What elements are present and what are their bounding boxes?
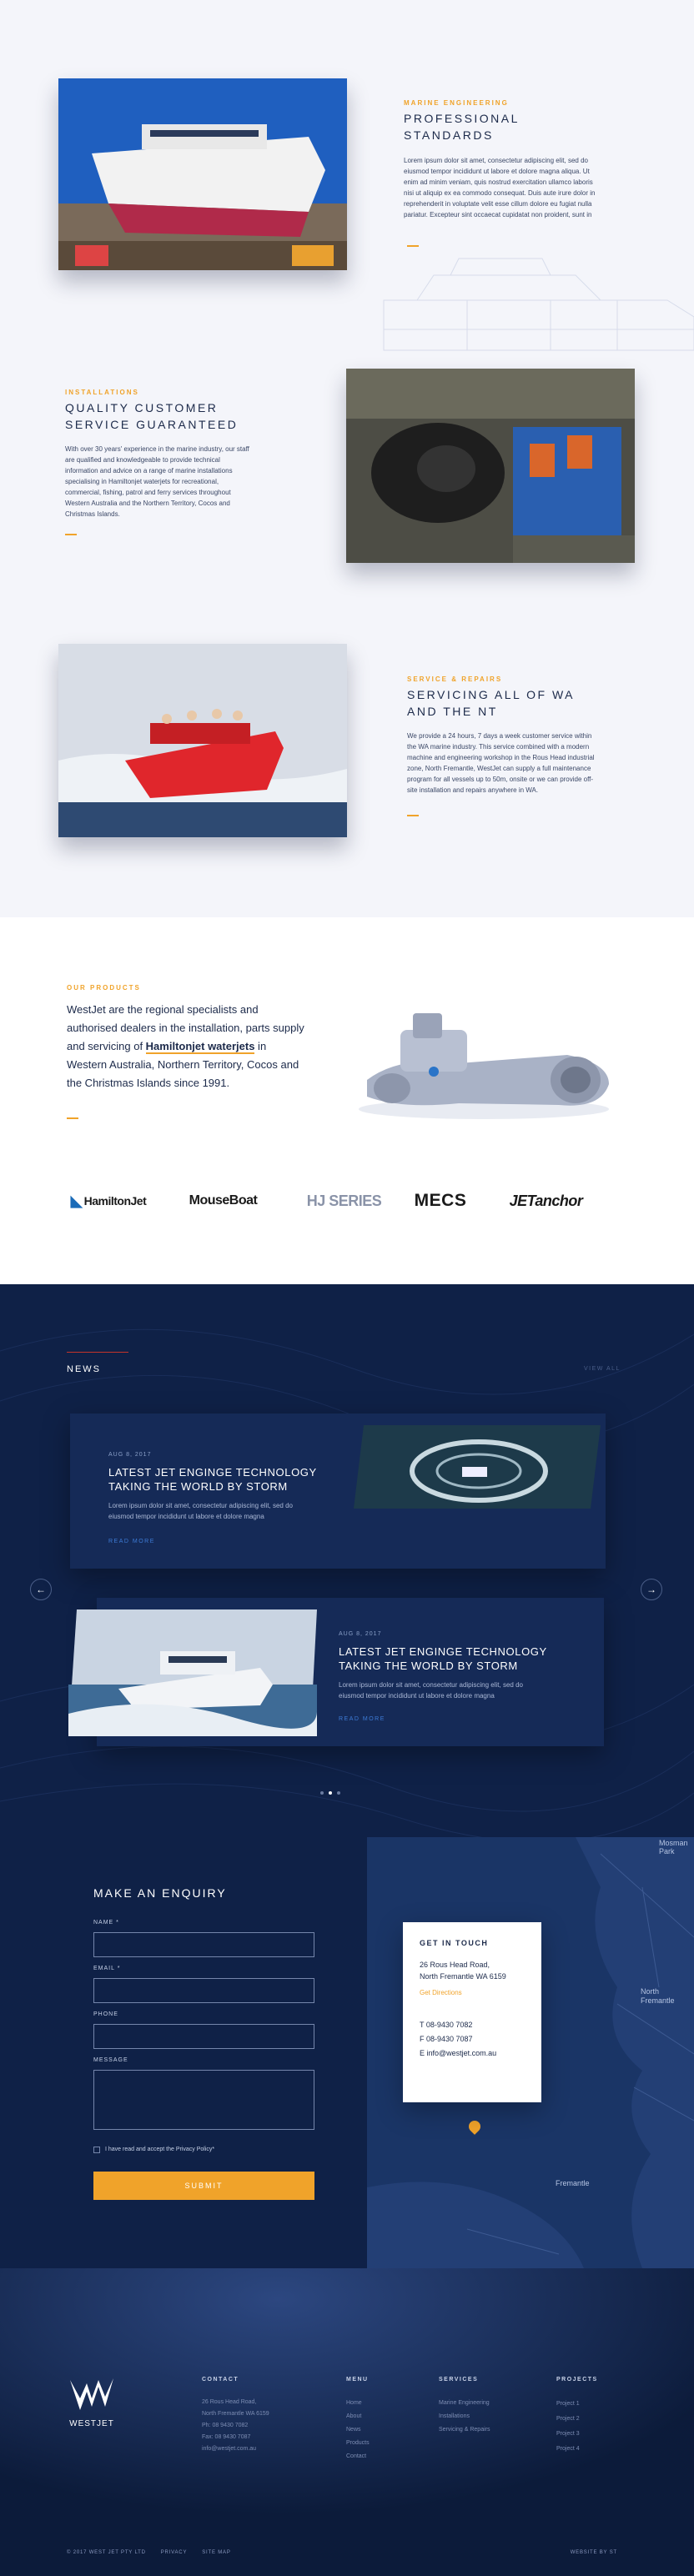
service-kicker: MARINE ENGINEERING xyxy=(404,99,509,107)
phone-label: PHONE xyxy=(93,2011,118,2017)
accent-dash xyxy=(67,1117,78,1119)
news-card[interactable] xyxy=(97,1598,604,1746)
news-aerial-boat-image xyxy=(354,1425,601,1509)
jetboat-photo xyxy=(58,644,347,837)
footer-menu-heading: MENU xyxy=(346,2377,369,2383)
footer-bottom-bar xyxy=(67,2550,617,2555)
installation-photo xyxy=(346,369,635,563)
privacy-link[interactable]: PRIVACY xyxy=(160,2550,188,2555)
sitemap-link[interactable]: SITE MAP xyxy=(202,2550,231,2555)
footer-project-item[interactable]: Project 1 xyxy=(556,2401,580,2407)
map-label: Fremantle xyxy=(556,2179,590,2187)
news-title: LATEST JET ENGINGE TECHNOLOGY TAKING THE WORLD BY STORM xyxy=(339,1645,547,1672)
footer-menu-list xyxy=(346,2397,370,2463)
news-prev-button[interactable] xyxy=(30,1579,52,1600)
view-all-link[interactable]: VIEW ALL xyxy=(584,1366,621,1372)
news-date: AUG 8, 2017 xyxy=(108,1452,152,1458)
contact-card-title: GET IN TOUCH xyxy=(420,1939,489,1947)
footer-menu-item[interactable]: Products xyxy=(346,2440,370,2446)
footer-menu-item[interactable]: Home xyxy=(346,2400,362,2406)
contact-card xyxy=(403,1922,541,2102)
footer-projects-list xyxy=(556,2397,580,2457)
submit-button[interactable]: SUBMIT xyxy=(93,2172,314,2200)
accent-dash xyxy=(65,534,77,535)
news-excerpt: Lorem ipsum dolor sit amet, consectetur adipiscing elit, sed do eiusmod tempor incididunt ut labore et dolore magna xyxy=(339,1681,523,1700)
carousel-dot-active[interactable] xyxy=(329,1791,332,1795)
hamiltonjet-link[interactable]: Hamiltonjet waterjets xyxy=(145,1040,255,1052)
privacy-checkbox[interactable] xyxy=(93,2147,100,2153)
jetanchor-logo[interactable]: JETanchor xyxy=(509,1192,583,1209)
contact-email[interactable]: E info@westjet.com.au xyxy=(420,2049,497,2057)
email-label: EMAIL * xyxy=(93,1966,121,1971)
westjet-w-icon xyxy=(68,2377,115,2413)
carousel-dots xyxy=(320,1791,340,1795)
service-description: With over 30 years' experience in the marine industry, our staff are qualified and knowledgeable to provide technical information and advice on a range of marine installations specialising in Hamiltonjet waterjets for recreational, commercial, fishing, patrol and ferry services throughout Western Australia and the Northern Territory, Cocos and Christmas Islands. xyxy=(65,445,249,518)
news-heading: NEWS xyxy=(67,1364,101,1374)
wave-icon: ◣ xyxy=(70,1192,83,1209)
contact-phone[interactable]: T 08-9430 7082 xyxy=(420,2021,473,2029)
footer-menu-item[interactable]: Contact xyxy=(346,2453,367,2459)
footer-projects-heading: PROJECTS xyxy=(556,2377,598,2383)
footer-menu-item[interactable]: News xyxy=(346,2427,361,2433)
get-directions-link[interactable]: Get Directions xyxy=(420,1989,462,1996)
service-description: We provide a 24 hours, 7 days a week customer service within the WA marine industry. This service combined with a modern machine and engineering workshop in the Rous Head industrial zone, North Fremantle, WestJet can supply a full maintenance program for all vessels up to 50m, onsite or we can provide off-site installation and repairs anywhere in WA. xyxy=(407,732,595,794)
map-label: North Fremantle xyxy=(641,1987,675,2005)
footer-project-item[interactable]: Project 2 xyxy=(556,2416,580,2422)
message-textarea[interactable] xyxy=(93,2070,314,2130)
footer-project-item[interactable]: Project 3 xyxy=(556,2431,580,2437)
contact-address: 26 Rous Head Road, xyxy=(420,1961,490,1969)
footer-contact-list: 26 Rous Head Road, North Fremantle WA 6159 Ph: 08 9430 7082 Fax: 08 9430 7087 info@westjet.com.au xyxy=(202,2399,269,2452)
services-section xyxy=(0,0,694,917)
footer-service-item[interactable]: Marine Engineering xyxy=(439,2400,490,2406)
products-intro: WestJet are the regional specialists and authorised dealers in the installation, parts supply and servicing of Hamiltonjet waterjets in Western Australia, Northern Territory, Cocos and the Christmas Islands since 1991. xyxy=(67,1003,304,1089)
products-kicker: OUR PRODUCTS xyxy=(67,984,141,992)
service-kicker: SERVICE & REPAIRS xyxy=(407,675,503,683)
footer-services-list xyxy=(439,2397,490,2437)
phone-input[interactable] xyxy=(93,2024,314,2049)
service-title: PROFESSIONAL STANDARDS xyxy=(404,112,520,142)
accent-dash xyxy=(407,815,419,816)
hamiltonjet-logo[interactable]: ◣ HamiltonJet xyxy=(70,1192,147,1209)
read-more-link[interactable]: READ MORE xyxy=(108,1539,155,1544)
news-excerpt: Lorem ipsum dolor sit amet, consectetur adipiscing elit, sed do eiusmod tempor incididunt ut labore et dolore magna xyxy=(108,1502,293,1520)
service-kicker: INSTALLATIONS xyxy=(65,389,139,396)
footer-services-heading: SERVICES xyxy=(439,2377,479,2383)
footer-project-item[interactable]: Project 4 xyxy=(556,2446,580,2452)
carousel-dot[interactable] xyxy=(320,1791,324,1795)
mouseboat-logo[interactable]: MouseBoat xyxy=(189,1193,258,1208)
news-next-button[interactable] xyxy=(641,1579,662,1600)
read-more-link[interactable]: READ MORE xyxy=(339,1716,385,1722)
copyright: © 2017 WEST JET PTY LTD xyxy=(67,2550,146,2555)
privacy-label: I have read and accept the Privacy Policy* xyxy=(105,2147,215,2152)
carousel-dot[interactable] xyxy=(337,1791,340,1795)
contact-address: North Fremantle WA 6159 xyxy=(420,1972,506,1981)
westjet-logo[interactable]: WESTJET xyxy=(67,2377,117,2428)
accent-dash xyxy=(407,245,419,247)
news-cruiser-boat-image xyxy=(68,1609,317,1736)
news-title: LATEST JET ENGINGE TECHNOLOGY TAKING THE WORLD BY STORM xyxy=(108,1466,317,1493)
name-input[interactable] xyxy=(93,1932,314,1957)
footer-service-item[interactable]: Installations xyxy=(439,2413,470,2419)
mecs-logo[interactable]: MECS xyxy=(414,1191,467,1210)
hj-series-logo[interactable]: HJ SERIES xyxy=(306,1192,382,1209)
service-description: Lorem ipsum dolor sit amet, consectetur adipiscing elit, sed do eiusmod tempor incididunt ut labore et dolore magna aliqua. Ut enim ad minim veniam, quis nostrud exercitation ullamco laboris nisi ut aliquip ex ea commodo consequat. Duis aute irure dolor in reprehenderit in voluptate velit esse cillum dolore eu fugiat nulla pariatur. Excepteur sint occaecat cupidatat non proident, sunt in xyxy=(404,157,596,218)
news-date: AUG 8, 2017 xyxy=(339,1631,382,1637)
footer-contact-heading: CONTACT xyxy=(202,2377,239,2383)
boat-blueprint-drawing xyxy=(367,250,694,367)
footer-menu-item[interactable]: About xyxy=(346,2413,362,2419)
news-card[interactable] xyxy=(70,1414,606,1569)
message-label: MESSAGE xyxy=(93,2057,128,2063)
email-input[interactable] xyxy=(93,1978,314,2003)
enquiry-section xyxy=(0,1837,694,2268)
waterjet-unit-image xyxy=(350,1005,619,1126)
site-credit[interactable]: WEBSITE BY ST xyxy=(570,2550,617,2555)
service-title: QUALITY CUSTOMER SERVICE GUARANTEED xyxy=(65,401,239,431)
footer-service-item[interactable]: Servicing & Repairs xyxy=(439,2427,490,2433)
name-label: NAME * xyxy=(93,1920,119,1926)
contact-fax: F 08-9430 7087 xyxy=(420,2035,473,2043)
news-heading-underline xyxy=(67,1352,128,1353)
map-label: Mosman Park xyxy=(659,1839,688,1855)
service-title: SERVICING ALL OF WA AND THE NT xyxy=(407,688,576,718)
enquiry-title: MAKE AN ENQUIRY xyxy=(93,1886,227,1900)
marine-vessel-photo xyxy=(58,78,347,270)
arrow-right-icon: → xyxy=(646,1584,656,1595)
arrow-left-icon: ← xyxy=(36,1584,46,1595)
